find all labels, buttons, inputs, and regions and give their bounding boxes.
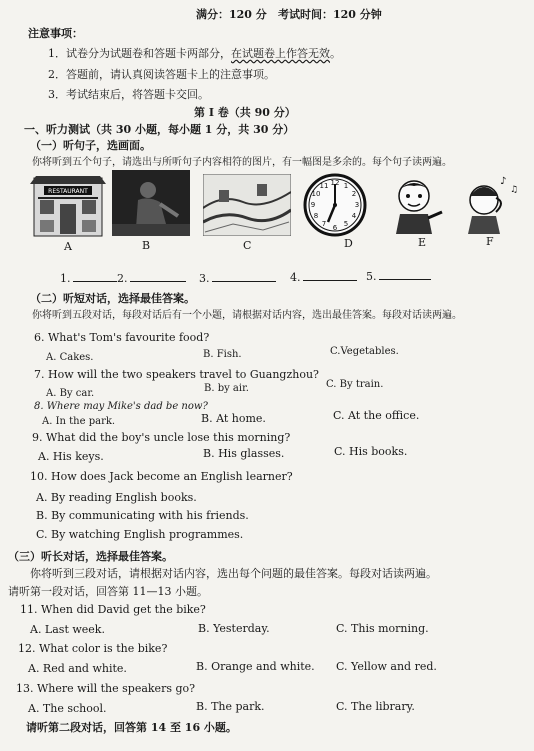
picture-label-b: B xyxy=(142,239,151,252)
question-10: 10. How does Jack become an English learner? xyxy=(30,470,293,483)
restaurant-sign: RESTAURANT xyxy=(48,188,88,195)
full-marks: 满分：120 分 xyxy=(196,8,267,21)
q13-option-b[interactable]: B. The park. xyxy=(196,700,265,713)
q9-option-c[interactable]: C. His books. xyxy=(334,445,408,458)
picture-a-restaurant xyxy=(30,174,106,238)
svg-text:3: 3 xyxy=(354,201,360,209)
q12-option-c[interactable]: C. Yellow and red. xyxy=(336,660,437,673)
answer-blank-4[interactable]: 4. xyxy=(290,270,359,284)
exam-time: 考试时间：120 分钟 xyxy=(278,8,382,21)
svg-text:2: 2 xyxy=(351,190,357,198)
volume-title: 第 I 卷（共 90 分） xyxy=(194,106,296,119)
q10-option-b[interactable]: B. By communicating with his friends. xyxy=(36,509,249,522)
q8-option-a[interactable]: A. In the park. xyxy=(42,416,116,427)
part3-instruction: 你将听到三段对话，请根据对话内容，选出每个问题的最佳答案。每段对话读两遍。 xyxy=(30,567,437,580)
question-6: 6. What's Tom's favourite food? xyxy=(34,331,210,344)
q11-option-a[interactable]: A. Last week. xyxy=(30,623,105,636)
q10-option-c[interactable]: C. By watching English programmes. xyxy=(36,528,244,541)
answer-blank-3[interactable]: 3. xyxy=(199,271,278,285)
section-title: 一、听力测试（共 30 小题，每小题 1 分，共 30 分） xyxy=(24,123,295,136)
dialog-1-prompt: 请听第一段对话，回答第 11—13 小题。 xyxy=(8,585,208,598)
picture-label-f: F xyxy=(486,235,494,248)
q6-option-b[interactable]: B. Fish. xyxy=(203,349,242,360)
q11-option-c[interactable]: C. This morning. xyxy=(336,622,429,635)
answer-blank-2[interactable]: 2. xyxy=(117,271,188,285)
part2-title: （二）听短对话，选择最佳答案。 xyxy=(30,292,195,305)
q7-option-c[interactable]: C. By train. xyxy=(326,379,384,390)
q7-option-a[interactable]: A. By car. xyxy=(46,388,95,399)
question-13: 13. Where will the speakers go? xyxy=(16,682,196,695)
answer-blank-5[interactable]: 5. xyxy=(366,269,433,283)
q11-option-b[interactable]: B. Yesterday. xyxy=(198,622,270,635)
svg-text:6: 6 xyxy=(332,224,338,232)
question-12: 12. What color is the bike? xyxy=(18,642,168,655)
question-8: 8. Where may Mike's dad be now? xyxy=(34,401,208,412)
svg-text:9: 9 xyxy=(310,201,316,209)
picture-label-c: C xyxy=(243,239,252,252)
q13-option-c[interactable]: C. The library. xyxy=(336,700,415,713)
part2-instruction: 你将听到五段对话，每段对话后有一个小题，请根据对话内容，选出最佳答案。每段对话读两遍。 xyxy=(32,310,462,321)
q12-option-a[interactable]: A. Red and white. xyxy=(28,662,127,675)
picture-label-d: D xyxy=(344,237,353,250)
svg-text:7: 7 xyxy=(321,220,327,228)
q9-option-b[interactable]: B. His glasses. xyxy=(203,447,285,460)
picture-label-a: A xyxy=(64,240,72,253)
picture-c-great-wall xyxy=(203,174,291,236)
q9-option-a[interactable]: A. His keys. xyxy=(38,450,104,463)
svg-text:8: 8 xyxy=(313,212,319,220)
svg-text:1: 1 xyxy=(343,182,349,190)
question-7: 7. How will the two speakers travel to Guangzhou? xyxy=(34,368,319,381)
svg-text:12: 12 xyxy=(330,179,340,187)
question-9: 9. What did the boy's uncle lose this morning? xyxy=(32,431,291,444)
picture-e-boy xyxy=(384,174,444,234)
svg-text:10: 10 xyxy=(311,190,321,198)
svg-text:♪: ♪ xyxy=(500,176,507,187)
q6-option-a[interactable]: A. Cakes. xyxy=(46,352,94,363)
answer-blank-1[interactable]: 1. xyxy=(60,271,119,285)
note-item-2: 2．答题前，请认真阅读答题卡上的注意事项。 xyxy=(48,68,275,81)
svg-text:5: 5 xyxy=(343,220,349,228)
q10-option-a[interactable]: A. By reading English books. xyxy=(36,491,197,504)
part1-title: （一）听句子，选画面。 xyxy=(30,139,151,152)
svg-text:4: 4 xyxy=(351,212,357,220)
notes-title: 注意事项： xyxy=(28,27,83,40)
svg-text:♫: ♫ xyxy=(510,185,519,195)
q12-option-b[interactable]: B. Orange and white. xyxy=(196,660,315,673)
q8-option-c[interactable]: C. At the office. xyxy=(333,409,420,422)
q7-option-b[interactable]: B. by air. xyxy=(204,383,249,394)
dialog-2-prompt: 请听第二段对话，回答第 14 至 16 小题。 xyxy=(26,721,237,734)
note-item-3: 3．考试结束后，将答题卡交回。 xyxy=(48,88,209,101)
picture-b-person xyxy=(112,170,190,236)
svg-text:11: 11 xyxy=(319,182,329,190)
part3-title: （三）听长对话，选择最佳答案。 xyxy=(8,550,173,563)
question-11: 11. When did David get the bike? xyxy=(20,603,206,616)
q8-option-b[interactable]: B. At home. xyxy=(201,412,266,425)
emphasis-text: 在试题卷上作答无效 xyxy=(231,47,330,60)
q6-option-c[interactable]: C.Vegetables. xyxy=(330,346,399,357)
note-item-1: 1．试卷分为试题卷和答题卡两部分，在试题卷上作答无效。 xyxy=(48,47,341,60)
part1-instruction: 你将听到五个句子，请选出与所听句子内容相符的图片，有一幅图是多余的。每个句子读两遍。 xyxy=(32,157,452,168)
q13-option-a[interactable]: A. The school. xyxy=(28,702,107,715)
picture-label-e: E xyxy=(418,236,427,249)
picture-f-music xyxy=(460,172,522,234)
picture-d-clock xyxy=(300,172,370,238)
